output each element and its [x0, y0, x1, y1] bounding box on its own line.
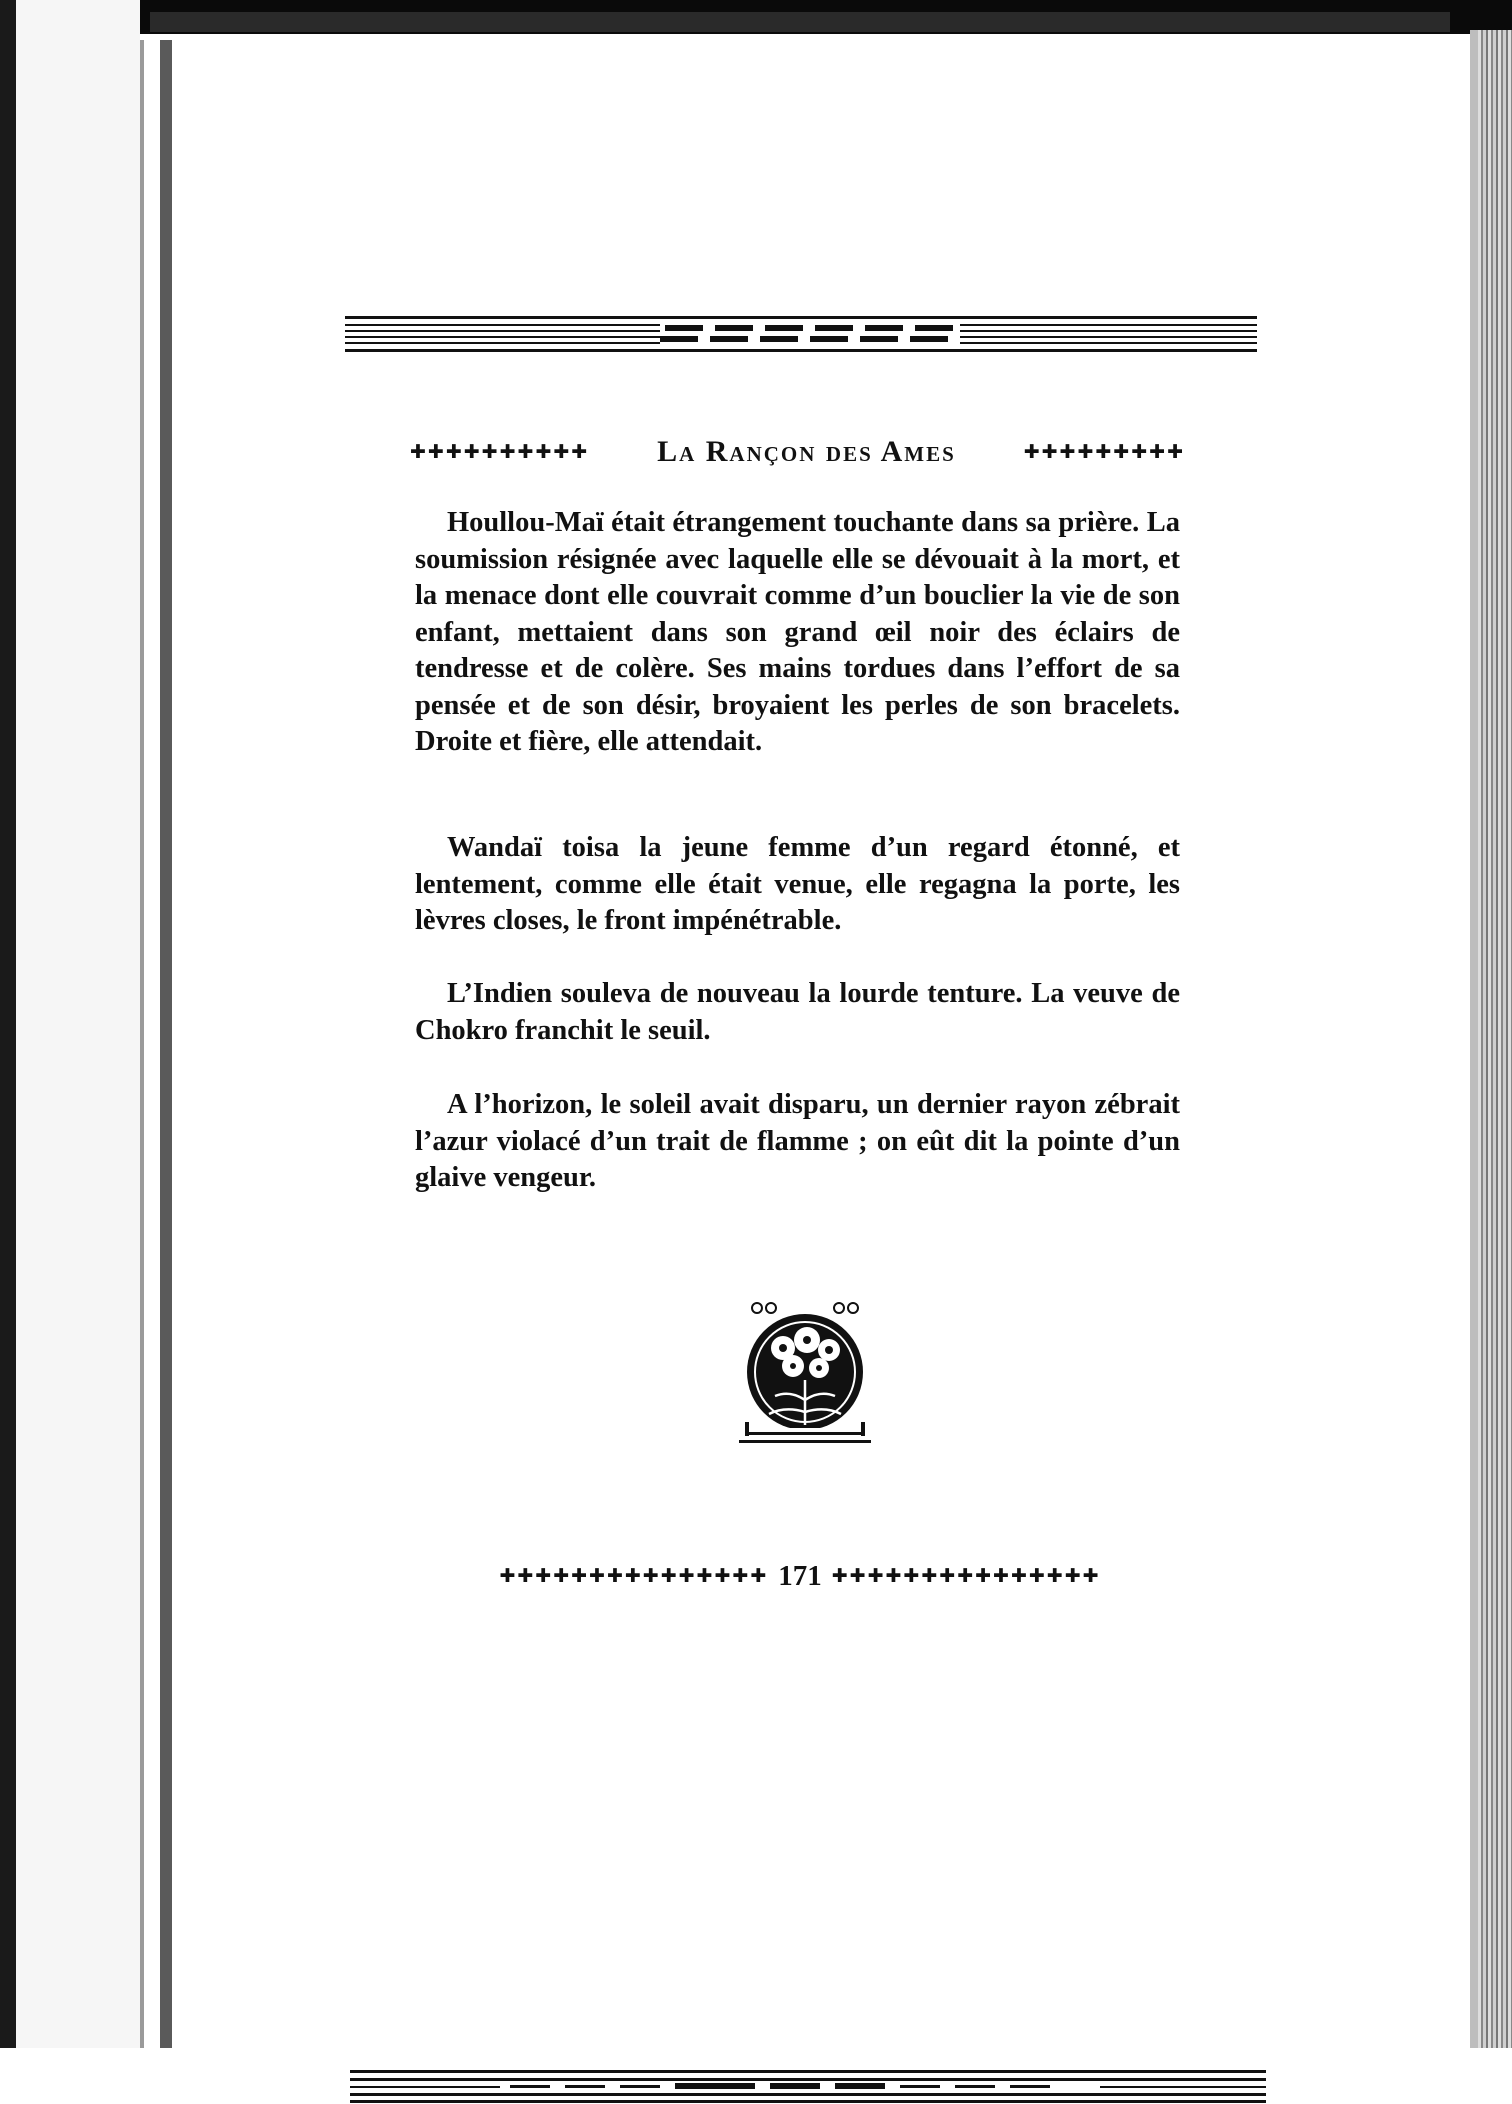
paragraph-2 [415, 830, 1180, 940]
page-stack-edge [1478, 30, 1512, 2048]
scan-top-border-inner [150, 12, 1450, 32]
top-ornamental-rule [345, 312, 1257, 356]
header-left-ornament: ✚✚✚✚✚✚✚✚✚✚ [410, 441, 590, 463]
paragraph-1 [415, 505, 1180, 761]
page-edge-shadow [1470, 30, 1478, 2048]
footer-right-ornament: ✚✚✚✚✚✚✚✚✚✚✚✚✚✚✚ [831, 1565, 1101, 1587]
paragraph-4 [415, 1087, 1180, 1197]
page-footer [410, 1555, 1190, 1597]
bottom-ornamental-rule [350, 2068, 1266, 2104]
header-right-ornament: ✚✚✚✚✚✚✚✚✚ [1023, 441, 1185, 463]
scan-top-border [0, 0, 1512, 34]
paragraph-3 [415, 976, 1180, 1049]
book-spine-shadow [160, 40, 172, 2048]
page-number: 171 [778, 1559, 822, 1592]
scan-left-edge [0, 0, 16, 2048]
facing-page-margin [0, 0, 140, 2048]
paragraph-4-text: A l’horizon, le soleil avait disparu, un dernier rayon zébrait l’azur violacé d’un trait de flamme ; on eût dit la pointe d’un glaive vengeur. [415, 1089, 1180, 1193]
paragraph-1-text: Houllou-Maï était étrangement touchante dans sa prière. La soumission résignée avec laquelle elle se dévouait à la mort, et la menace dont elle couvrait comme d’un bouclier la vie de son enfant, mettaient dans son grand œil noir des éclairs de tendresse et de colère. Ses mains tordues dans l’effort de sa pensée et de son désir, broyaient les perles de son bracelets. Droite et fière, elle attendait. [415, 507, 1180, 757]
running-title: La Rançon des Ames [657, 435, 956, 468]
running-header [410, 432, 1185, 472]
paragraph-3-text: L’Indien souleva de nouveau la lourde tenture. La veuve de Chokro franchit le seuil. [415, 978, 1180, 1046]
book-gutter-line [140, 40, 144, 2048]
floral-vignette-icon [735, 1300, 875, 1448]
paragraph-2-text: Wandaï toisa la jeune femme d’un regard étonné, et lentement, comme elle était venue, elle regagna la porte, les lèvres closes, le front impénétrable. [415, 832, 1180, 936]
footer-left-ornament: ✚✚✚✚✚✚✚✚✚✚✚✚✚✚✚ [499, 1565, 769, 1587]
